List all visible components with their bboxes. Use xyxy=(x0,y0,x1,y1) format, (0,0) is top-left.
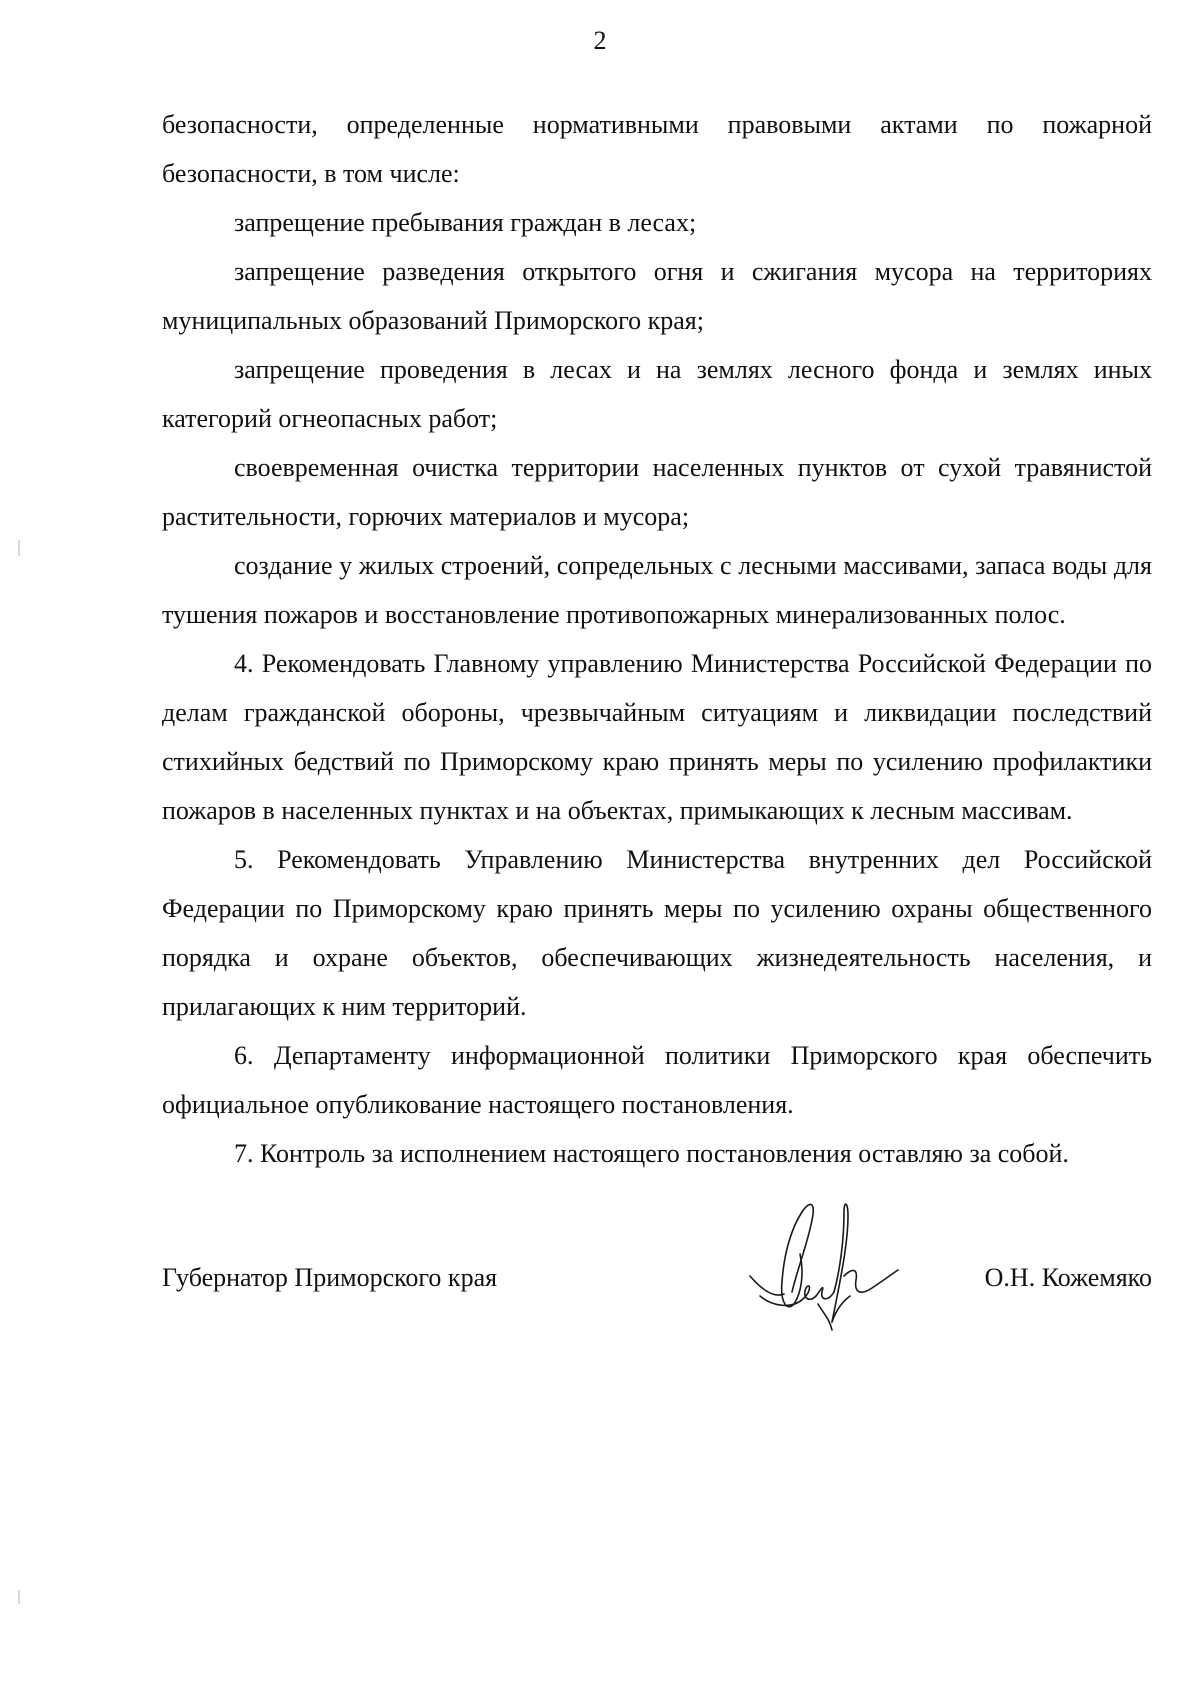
list-item-ban-forest-visits: запрещение пребывания граждан в лесах; xyxy=(234,208,697,237)
signature-block xyxy=(162,1258,1152,1378)
document-body xyxy=(162,100,1152,1178)
scan-artifact xyxy=(18,1590,20,1604)
paragraph-continuation: безопасности, определенные нормативными правовыми актами по пожарной безопасности, в том числе: xyxy=(162,110,1152,188)
paragraph-item-6: 6. Департаменту информационной политики Приморского края обеспечить официальное опубликование настоящего постановления. xyxy=(162,1041,1152,1119)
paragraph-item-5: 5. Рекомендовать Управлению Министерства внутренних дел Российской Федерации по Приморскому краю принять меры по усилению охраны общественного порядка и охране объектов, обеспечивающих жизнедеятельность населения, и прилагающих к ним территорий. xyxy=(162,845,1152,1021)
paragraph-item-4: 4. Рекомендовать Главному управлению Министерства Российской Федерации по делам гражданской обороны, чрезвычайным ситуациям и ликвидации последствий стихийных бедствий по Приморскому краю принять меры по усилению профилактики пожаров в населенных пунктах и на объектах, примыкающих к лесным массивам. xyxy=(162,649,1152,825)
list-item-ban-open-fire: запрещение разведения открытого огня и сжигания мусора на территориях муниципальных образований Приморского края; xyxy=(162,257,1152,335)
paragraph-item-7: 7. Контроль за исполнением настоящего постановления оставляю за собой. xyxy=(234,1139,1069,1168)
handwritten-signature xyxy=(732,1172,902,1342)
list-item-water-supply: создание у жилых строений, сопредельных с лесными массивами, запаса воды для тушения пожаров и восстановление противопожарных минерализованных полос. xyxy=(162,551,1152,629)
signatory-title: Губернатор Приморского края xyxy=(162,1263,498,1292)
list-item-ban-fire-hazardous-work: запрещение проведения в лесах и на землях лесного фонда и землях иных категорий огнеопасных работ; xyxy=(162,355,1152,433)
scan-artifact xyxy=(18,540,20,556)
signatory-name: О.Н. Кожемяко xyxy=(984,1263,1152,1292)
page-number: 2 xyxy=(593,26,607,55)
list-item-clearing-territory: своевременная очистка территории населенных пунктов от сухой травянистой растительности, горючих материалов и мусора; xyxy=(162,453,1152,531)
